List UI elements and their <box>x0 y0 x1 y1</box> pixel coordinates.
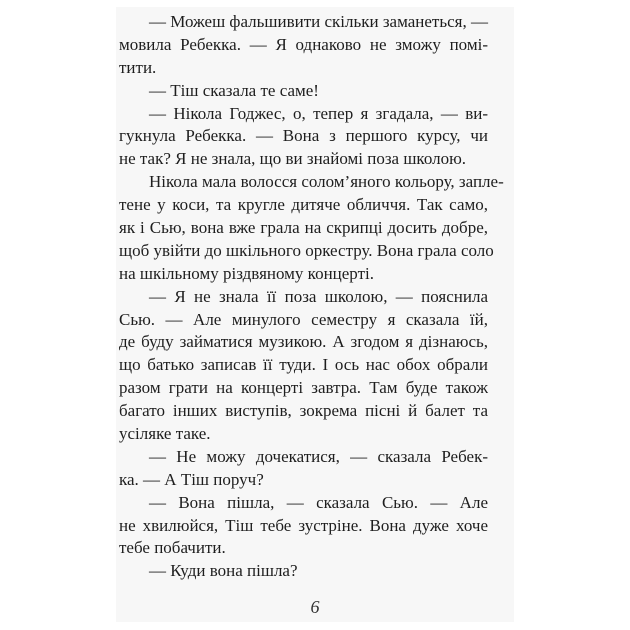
text-line: щоб увійти до шкільного оркестру. Вона грала соло <box>119 240 494 260</box>
book-page <box>116 7 514 622</box>
text-line: що батько записав її туди. І ось нас обох обрали <box>119 355 488 375</box>
text-line: разом грати на концерті завтра. Там буде також <box>119 378 488 398</box>
text-line: — Куди вона пішла? <box>149 561 298 581</box>
text-line: — Нікола Годжес, о, тепер я згадала, — ви- <box>149 103 488 123</box>
text-line: як і Сью, вона вже грала на скрипці досить добре, <box>119 218 488 238</box>
text-line: — Не можу дочекатися, — сказала Ребек- <box>149 446 488 466</box>
text-line: гукнула Ребекка. — Вона з першого курсу, чи <box>119 126 488 146</box>
text-line: не так? Я не знала, що ви знайомі поза школою. <box>119 149 467 169</box>
text-line: на шкільному різдвяному концерті. <box>119 263 374 283</box>
text-line: усіляке таке. <box>119 424 211 444</box>
text-line: не хвилюйся, Тіш тебе зустріне. Вона дуже хоче <box>119 515 488 535</box>
text-line: тити. <box>119 57 157 77</box>
text-line: багато інших виступів, зокрема пісні й балет та <box>119 401 488 421</box>
text-line: — Тіш сказала те саме! <box>149 80 319 100</box>
text-line: тене у коси, та кругле дитяче обличчя. Так само, <box>119 195 488 215</box>
text-line: Нікола мала волосся солом’яного кольору, запле- <box>149 172 504 192</box>
page-number: 6 <box>310 597 320 617</box>
text-line: мовила Ребекка. — Я однаково не зможу помі- <box>119 34 488 54</box>
text-line: Сью. — Але минулого семестру я сказала їй, <box>119 309 488 329</box>
text-line: — Вона пішла, — сказала Сью. — Але <box>149 492 488 512</box>
page-body-text <box>119 11 504 583</box>
text-line: — Я не знала її поза школою, — пояснила <box>149 286 488 306</box>
text-line: ка. — А Тіш поруч? <box>119 469 264 489</box>
text-line: — Можеш фальшивити скільки заманеться, — <box>149 12 488 31</box>
text-line: тебе побачити. <box>119 538 226 558</box>
text-line: де буду займатися музикою. А згодом я дізнаюсь, <box>119 332 488 352</box>
